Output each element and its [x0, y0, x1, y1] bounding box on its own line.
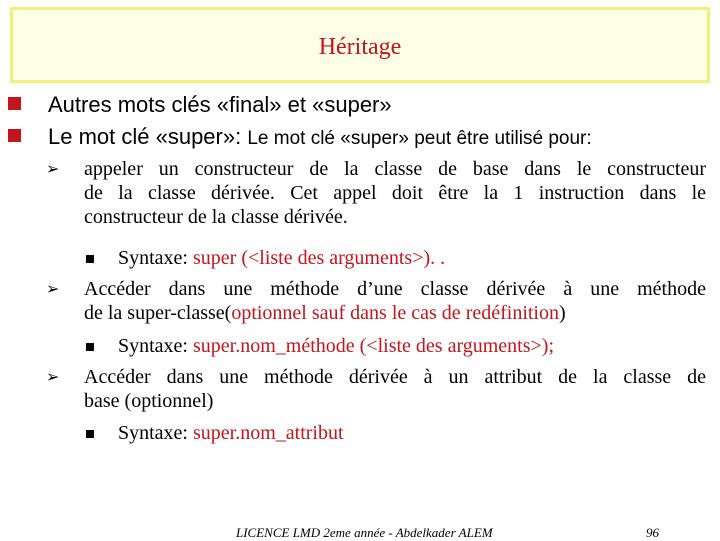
subitem-2-line: Accéder dans une méthode d’une classe dérivée à une méthode	[84, 278, 706, 300]
bullet-1-text	[48, 92, 392, 118]
arrow-bullet-icon: ➢	[46, 279, 60, 298]
bullet-square-icon	[8, 97, 21, 110]
bullet-2-label: Le mot clé «super»:	[48, 124, 248, 149]
page-number: 96	[646, 525, 659, 540]
syntax-value: super.nom_attribut	[193, 422, 344, 444]
syntax-label: Syntaxe:	[118, 247, 193, 269]
subitem-3-paragraph	[84, 365, 706, 413]
subitem-2-syntax	[118, 335, 554, 358]
footer-text: LICENCE LMD 2eme année - Abdelkader ALEM	[236, 525, 493, 540]
bullet-1-label: Autres mots clés «final» et «super»	[48, 92, 392, 117]
arrow-bullet-icon: ➢	[46, 159, 60, 178]
subitem-2-highlight: optionnel sauf dans le cas de redéfinition	[231, 302, 559, 324]
subitem-3-line: base (optionnel)	[84, 390, 214, 412]
syntax-label: Syntaxe:	[118, 335, 193, 357]
subitem-2-line	[84, 301, 706, 325]
subitem-1-line: constructeur de la classe dérivée.	[84, 206, 348, 228]
slide-title: Héritage	[318, 34, 402, 60]
square-bullet-icon	[86, 430, 94, 438]
subitem-3-line: Accéder dans une méthode dérivée à un attribut de la classe de	[84, 366, 706, 388]
subitem-3-syntax	[118, 422, 344, 445]
square-bullet-icon	[86, 343, 94, 351]
subitem-1-syntax	[118, 247, 445, 270]
subitem-2-text: )	[559, 302, 566, 324]
bullet-2-text	[48, 124, 592, 150]
subitem-2-paragraph	[84, 277, 706, 325]
syntax-label: Syntaxe:	[118, 422, 193, 444]
subitem-1-line: appeler un constructeur de la classe de base dans le constructeur	[84, 158, 706, 180]
bullet-square-icon	[8, 129, 21, 142]
subitem-1-line: de la classe dérivée. Cet appel doit être la 1 instruction dans le	[84, 182, 706, 204]
syntax-value: super (<liste des arguments>). .	[193, 247, 446, 269]
bullet-2-description: Le mot clé «super» peut être utilisé pour:	[247, 128, 592, 149]
slide-title-box	[10, 7, 710, 83]
arrow-bullet-icon: ➢	[46, 367, 60, 386]
subitem-2-text: de la super-classe(	[84, 302, 232, 324]
syntax-value: super.nom_méthode (<liste des arguments>);	[193, 335, 555, 357]
subitem-1-paragraph	[84, 157, 706, 229]
square-bullet-icon	[86, 255, 94, 263]
